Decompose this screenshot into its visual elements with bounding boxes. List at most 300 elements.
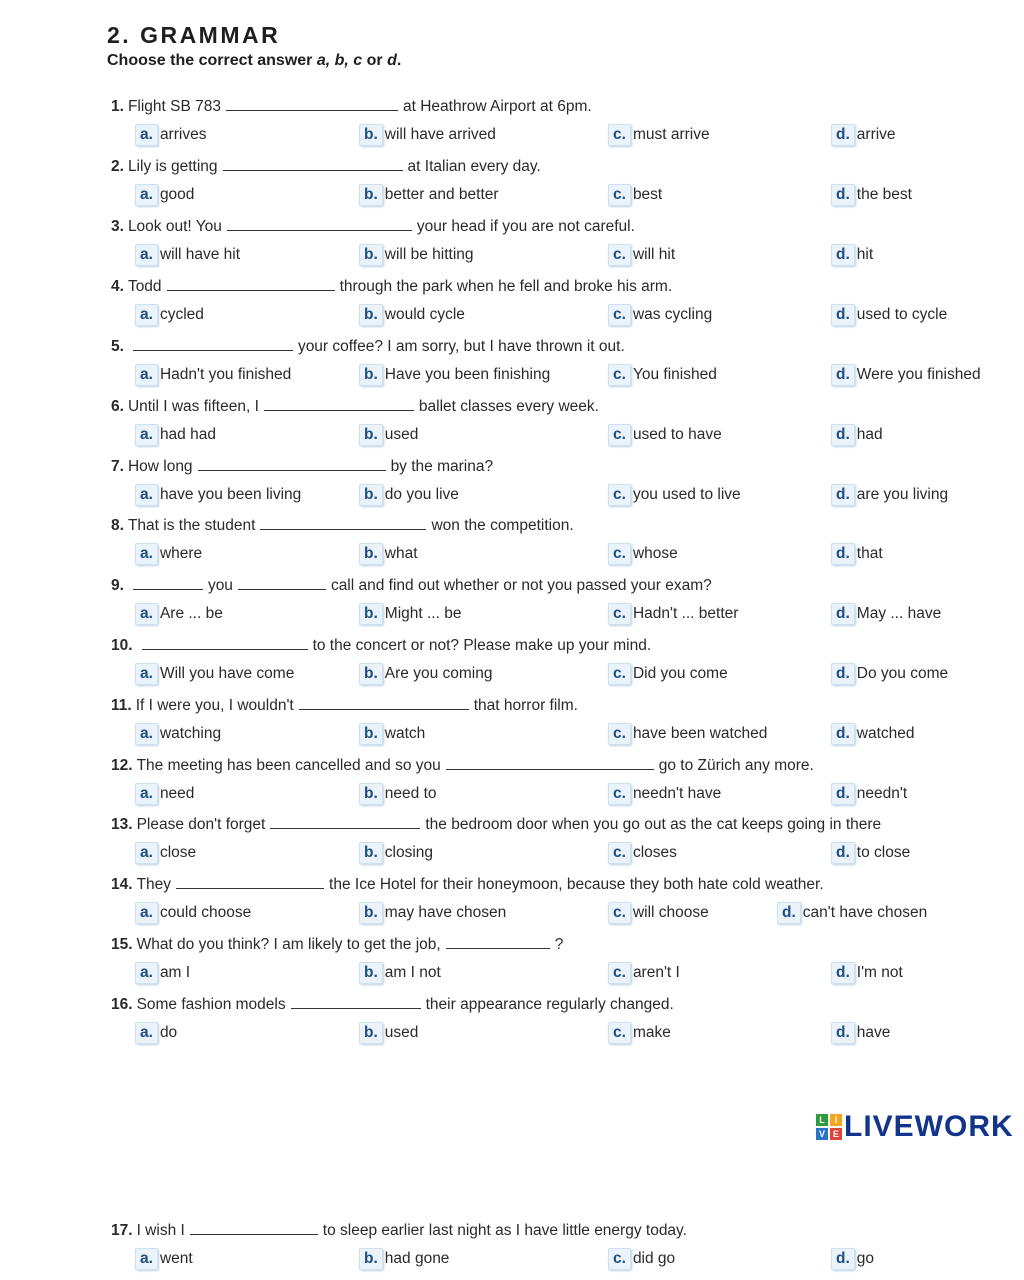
option-letter: c. (608, 663, 631, 685)
option-d[interactable] (831, 124, 896, 146)
answer-blank (226, 95, 398, 111)
option-letter: b. (359, 723, 383, 745)
option-c[interactable] (608, 1022, 671, 1044)
answer-blank (227, 215, 412, 231)
question-text: Please don't forget (136, 816, 266, 833)
option-a[interactable] (135, 603, 223, 625)
option-letter: b. (359, 244, 383, 266)
question-12 (107, 754, 1024, 776)
option-text: closes (632, 844, 677, 861)
question-number: 7. (111, 458, 124, 475)
option-b[interactable] (359, 902, 506, 924)
answer-blank (223, 155, 403, 171)
option-c[interactable] (608, 962, 680, 984)
option-text: where (159, 545, 203, 562)
option-text: good (159, 186, 195, 203)
question-number: 13. (111, 816, 133, 833)
question-text: If I were you, I wouldn't (135, 697, 294, 714)
question-text: the bedroom door when you go out as the cat keeps going in there (425, 816, 882, 833)
option-letter: b. (359, 364, 383, 386)
question-text: to sleep earlier last night as I have little energy today. (322, 1222, 687, 1239)
option-letter: c. (608, 304, 631, 326)
option-text: watching (159, 725, 222, 742)
question-7 (107, 455, 1024, 477)
question-4 (107, 275, 1024, 297)
option-d[interactable] (831, 364, 981, 386)
option-letter: b. (359, 543, 383, 565)
option-a[interactable] (135, 424, 216, 446)
question-2 (107, 155, 1024, 177)
answer-blank (198, 455, 386, 471)
option-text: hit (856, 246, 874, 263)
option-text: I'm not (856, 964, 903, 981)
options-row (107, 184, 1024, 206)
option-letter: d. (831, 1022, 855, 1044)
option-a[interactable] (135, 1248, 193, 1270)
option-text: needn't (856, 785, 908, 802)
question-14 (107, 873, 1024, 895)
option-letter: a. (135, 1248, 158, 1270)
options-row (107, 424, 1024, 446)
question-text: That is the student (127, 517, 256, 534)
question-text: Some fashion models (136, 996, 286, 1013)
options-row (107, 244, 1024, 266)
question-1 (107, 95, 1024, 117)
question-number: 15. (111, 936, 133, 953)
option-b[interactable] (359, 124, 496, 146)
option-letter: c. (608, 842, 631, 864)
question-number: 4. (111, 278, 124, 295)
option-text: went (159, 1250, 193, 1267)
question-stem (111, 933, 563, 956)
option-text: Are you coming (384, 665, 493, 682)
option-text: the best (856, 186, 912, 203)
option-c[interactable] (608, 424, 722, 446)
question-number: 8. (111, 517, 124, 534)
option-text: Might ... be (384, 605, 462, 622)
option-letter: d. (831, 543, 855, 565)
option-d[interactable] (777, 902, 927, 924)
question-number: 11. (111, 697, 132, 714)
option-text: had (856, 426, 883, 443)
option-d[interactable] (831, 304, 947, 326)
answer-blank (270, 813, 420, 829)
question-stem (111, 155, 541, 178)
option-d[interactable] (831, 962, 903, 984)
section-title: 2. GRAMMAR (107, 22, 281, 48)
option-b[interactable] (359, 723, 425, 745)
option-text: you used to live (632, 486, 741, 503)
option-d[interactable] (831, 723, 915, 745)
question-text: won the competition. (431, 517, 574, 534)
option-text: Did you come (632, 665, 728, 682)
question-9 (107, 574, 1024, 596)
instruction (107, 52, 401, 70)
option-letter: a. (135, 723, 158, 745)
option-b[interactable] (359, 484, 459, 506)
option-a[interactable] (135, 783, 194, 805)
option-text: used (384, 426, 419, 443)
option-b[interactable] (359, 184, 499, 206)
instruction-letters: a, b, c (316, 52, 363, 69)
option-c[interactable] (608, 603, 738, 625)
option-letter: c. (608, 543, 631, 565)
option-letter: c. (608, 962, 631, 984)
option-letter: a. (135, 842, 158, 864)
question-stem (111, 813, 881, 836)
option-a[interactable] (135, 723, 221, 745)
instruction-prefix: Choose the correct answer (107, 52, 317, 69)
option-text: closing (384, 844, 434, 861)
option-letter: c. (608, 364, 631, 386)
option-a[interactable] (135, 364, 291, 386)
question-number: 14. (111, 876, 133, 893)
question-number: 1. (111, 98, 124, 115)
option-d[interactable] (831, 244, 873, 266)
options-row (107, 1248, 1024, 1270)
option-b[interactable] (359, 244, 474, 266)
option-text: do (159, 1024, 178, 1041)
logo-square: V (816, 1128, 828, 1140)
option-letter: d. (831, 364, 855, 386)
option-text: better and better (384, 186, 499, 203)
option-letter: a. (135, 244, 158, 266)
option-letter: c. (608, 902, 631, 924)
option-letter: d. (831, 244, 855, 266)
option-b[interactable] (359, 842, 433, 864)
option-letter: d. (831, 184, 855, 206)
option-c[interactable] (608, 244, 675, 266)
options-row (107, 1022, 1024, 1044)
options-row (107, 484, 1024, 506)
option-text: will have hit (159, 246, 241, 263)
option-b[interactable] (359, 364, 550, 386)
option-b[interactable] (359, 962, 441, 984)
question-stem (111, 1219, 687, 1242)
option-letter: d. (831, 783, 855, 805)
option-text: watch (384, 725, 426, 742)
option-text: Will you have come (159, 665, 295, 682)
question-stem (111, 514, 574, 537)
option-d[interactable] (831, 1248, 874, 1270)
option-letter: d. (831, 304, 855, 326)
question-stem (111, 455, 493, 478)
option-letter: a. (135, 304, 158, 326)
option-text: arrives (159, 126, 207, 143)
option-text: May ... have (856, 605, 942, 622)
option-text: used to have (632, 426, 722, 443)
question-17 (107, 1219, 1024, 1241)
answer-blank (176, 873, 324, 889)
answer-blank (133, 574, 203, 590)
option-b[interactable] (359, 603, 461, 625)
question-stem (111, 215, 635, 238)
question-text: The meeting has been cancelled and so you (136, 757, 441, 774)
option-text: Were you finished (856, 366, 981, 383)
option-text: did go (632, 1250, 676, 1267)
question-8 (107, 514, 1024, 536)
answer-blank (446, 933, 550, 949)
option-text: had had (159, 426, 216, 443)
instruction-or: or (362, 52, 388, 69)
option-letter: b. (359, 304, 383, 326)
question-stem (111, 95, 592, 118)
option-letter: d. (831, 124, 855, 146)
option-d[interactable] (831, 184, 912, 206)
option-text: had gone (384, 1250, 450, 1267)
question-stem (111, 873, 824, 896)
answer-blank (260, 514, 426, 530)
option-text: have you been living (159, 486, 302, 503)
question-stem (111, 395, 599, 418)
option-letter: a. (135, 484, 158, 506)
question-text: Lily is getting (127, 158, 218, 175)
question-text: their appearance regularly changed. (425, 996, 674, 1013)
option-letter: a. (135, 184, 158, 206)
option-d[interactable] (831, 1022, 890, 1044)
option-a[interactable] (135, 902, 251, 924)
option-text: are you living (856, 486, 949, 503)
option-letter: b. (359, 962, 383, 984)
option-text: Hadn't ... better (632, 605, 739, 622)
option-b[interactable] (359, 663, 492, 685)
question-text: by the marina? (390, 458, 494, 475)
question-10 (107, 634, 1024, 656)
question-text: What do you think? I am likely to get the job, (136, 936, 441, 953)
option-letter: a. (135, 783, 158, 805)
question-text: ? (554, 936, 564, 953)
option-letter: c. (608, 484, 631, 506)
answer-blank (291, 993, 421, 1009)
question-text: that horror film. (473, 697, 578, 714)
option-b[interactable] (359, 424, 418, 446)
question-number: 5. (111, 338, 124, 355)
answer-blank (142, 634, 308, 650)
question-text: you (207, 577, 233, 594)
option-c[interactable] (608, 304, 712, 326)
option-text: that (856, 545, 883, 562)
option-text: aren't I (632, 964, 680, 981)
options-row (107, 723, 1024, 745)
question-stem (111, 634, 651, 657)
question-text: at Italian every day. (407, 158, 541, 175)
option-b[interactable] (359, 1248, 449, 1270)
option-letter: c. (608, 723, 631, 745)
question-6 (107, 395, 1024, 417)
option-text: watched (856, 725, 915, 742)
option-letter: d. (831, 1248, 855, 1270)
question-number: 17. (111, 1222, 133, 1239)
option-c[interactable] (608, 723, 767, 745)
option-text: Hadn't you finished (159, 366, 292, 383)
question-text: call and find out whether or not you passed your exam? (330, 577, 712, 594)
option-c[interactable] (608, 783, 721, 805)
option-letter: c. (608, 1248, 631, 1270)
option-a[interactable] (135, 842, 196, 864)
option-c[interactable] (608, 484, 741, 506)
option-a[interactable] (135, 663, 294, 685)
option-d[interactable] (831, 543, 883, 565)
option-text: what (384, 545, 418, 562)
question-text: Flight SB 783 (127, 98, 221, 115)
options-row (107, 304, 1024, 326)
option-letter: d. (831, 663, 855, 685)
option-a[interactable] (135, 304, 204, 326)
question-text: at Heathrow Airport at 6pm. (403, 98, 592, 115)
logo-text: LIVEWORK (844, 1110, 1014, 1143)
option-text: will choose (632, 904, 709, 921)
question-text: your head if you are not careful. (416, 218, 635, 235)
question-text: your coffee? I am sorry, but I have thrown it out. (297, 338, 625, 355)
options-row (107, 364, 1024, 386)
logo-square: E (830, 1128, 842, 1140)
option-text: Do you come (856, 665, 949, 682)
question-text: through the park when he fell and broke his arm. (339, 278, 673, 295)
options-row (107, 663, 1024, 685)
option-a[interactable] (135, 543, 202, 565)
option-letter: d. (831, 484, 855, 506)
option-letter: c. (608, 124, 631, 146)
option-text: Are ... be (159, 605, 223, 622)
logo-mark (816, 1114, 842, 1140)
option-c[interactable] (608, 124, 710, 146)
question-stem (111, 694, 578, 717)
option-letter: b. (359, 424, 383, 446)
option-letter: a. (135, 603, 158, 625)
option-d[interactable] (831, 783, 907, 805)
question-text: Todd (127, 278, 162, 295)
question-11 (107, 694, 1024, 716)
option-c[interactable] (608, 184, 662, 206)
option-letter: a. (135, 424, 158, 446)
option-d[interactable] (831, 603, 941, 625)
option-a[interactable] (135, 484, 301, 506)
option-letter: c. (608, 1022, 631, 1044)
option-text: go (856, 1250, 875, 1267)
option-d[interactable] (831, 663, 948, 685)
option-text: am I (159, 964, 191, 981)
option-c[interactable] (608, 543, 678, 565)
question-text: They (136, 876, 172, 893)
option-a[interactable] (135, 124, 206, 146)
question-number: 2. (111, 158, 124, 175)
options-row (107, 902, 1024, 924)
option-text: Have you been finishing (384, 366, 551, 383)
answer-blank (190, 1219, 318, 1235)
option-letter: b. (359, 783, 383, 805)
option-letter: b. (359, 663, 383, 685)
option-letter: c. (608, 184, 631, 206)
question-5 (107, 335, 1024, 357)
question-text: Until I was fifteen, I (127, 398, 259, 415)
option-letter: d. (831, 723, 855, 745)
option-text: must arrive (632, 126, 710, 143)
options-row (107, 783, 1024, 805)
option-a[interactable] (135, 244, 240, 266)
option-b[interactable] (359, 783, 437, 805)
option-letter: a. (135, 1022, 158, 1044)
option-d[interactable] (831, 424, 883, 446)
option-letter: a. (135, 962, 158, 984)
question-number: 16. (111, 996, 133, 1013)
answer-blank (238, 574, 326, 590)
options-row (107, 962, 1024, 984)
logo-square: L (816, 1114, 828, 1126)
option-c[interactable] (608, 902, 709, 924)
option-letter: d. (777, 902, 801, 924)
option-letter: a. (135, 902, 158, 924)
answer-blank (133, 335, 293, 351)
option-letter: b. (359, 124, 383, 146)
option-b[interactable] (359, 543, 418, 565)
answer-blank (264, 395, 414, 411)
option-letter: d. (831, 962, 855, 984)
question-stem (111, 574, 712, 597)
option-text: can't have chosen (802, 904, 928, 921)
option-c[interactable] (608, 1248, 675, 1270)
option-letter: a. (135, 543, 158, 565)
instruction-end: . (396, 52, 402, 69)
option-b[interactable] (359, 1022, 418, 1044)
question-13 (107, 813, 1024, 835)
option-text: will hit (632, 246, 676, 263)
option-a[interactable] (135, 962, 190, 984)
question-number: 12. (111, 757, 133, 774)
option-letter: a. (135, 663, 158, 685)
option-letter: b. (359, 184, 383, 206)
option-text: used (384, 1024, 419, 1041)
question-text: How long (127, 458, 193, 475)
option-text: have been watched (632, 725, 768, 742)
option-letter: b. (359, 842, 383, 864)
option-a[interactable] (135, 1022, 177, 1044)
option-text: need to (384, 785, 437, 802)
question-16 (107, 993, 1024, 1015)
option-letter: c. (608, 244, 631, 266)
option-b[interactable] (359, 304, 465, 326)
option-c[interactable] (608, 663, 728, 685)
option-text: was cycling (632, 306, 713, 323)
option-text: cycled (159, 306, 204, 323)
question-stem (111, 993, 674, 1016)
option-letter: c. (608, 603, 631, 625)
instruction-last: d (387, 52, 397, 69)
option-letter: b. (359, 902, 383, 924)
option-c[interactable] (608, 842, 677, 864)
option-text: close (159, 844, 197, 861)
livework-logo (816, 1110, 1014, 1144)
options-row (107, 543, 1024, 565)
answer-blank (446, 754, 654, 770)
question-number: 3. (111, 218, 124, 235)
question-stem (111, 275, 672, 298)
option-letter: a. (135, 364, 158, 386)
option-text: whose (632, 545, 678, 562)
question-number: 6. (111, 398, 124, 415)
option-text: to close (856, 844, 911, 861)
option-d[interactable] (831, 484, 948, 506)
option-a[interactable] (135, 184, 194, 206)
option-d[interactable] (831, 842, 910, 864)
option-letter: a. (135, 124, 158, 146)
option-letter: b. (359, 603, 383, 625)
question-text: to the concert or not? Please make up your mind. (312, 637, 652, 654)
option-c[interactable] (608, 364, 717, 386)
question-15 (107, 933, 1024, 955)
option-letter: c. (608, 783, 631, 805)
options-row (107, 842, 1024, 864)
options-row (107, 603, 1024, 625)
